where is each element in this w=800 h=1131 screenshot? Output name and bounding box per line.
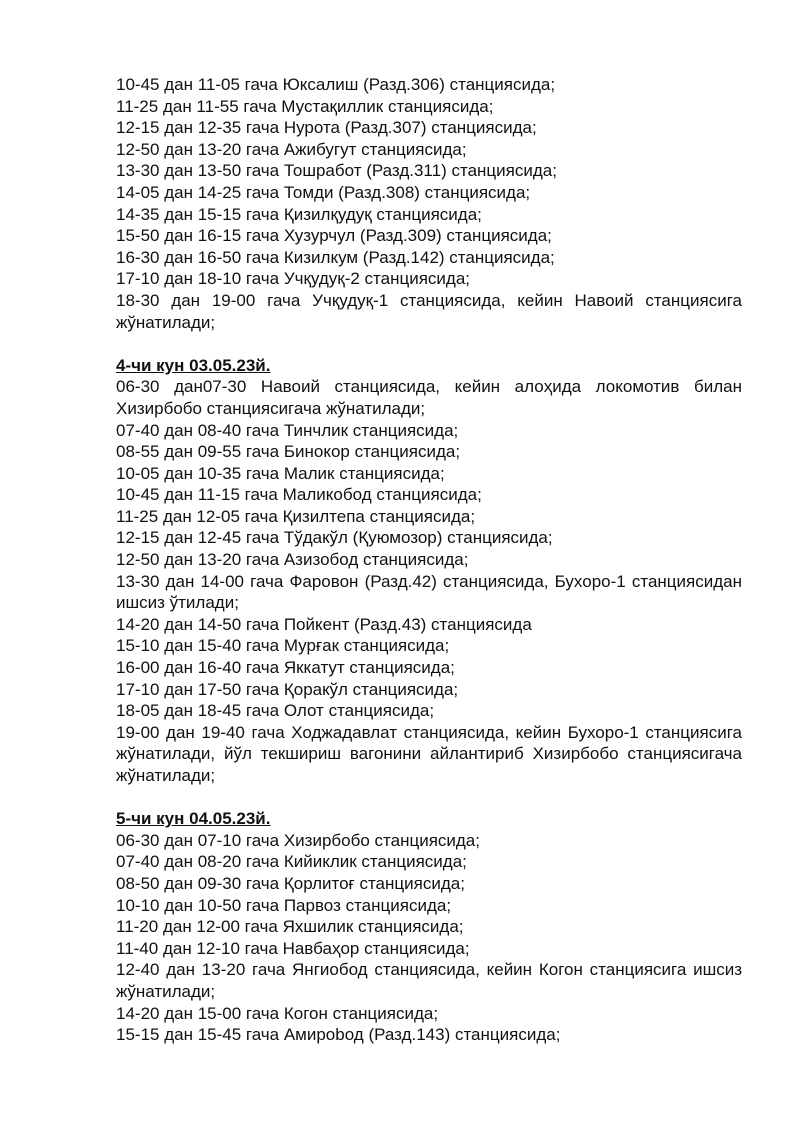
schedule-line: 15-15 дан 15-45 гача Амирobод (Разд.143) станциясида; xyxy=(116,1025,561,1045)
schedule-line: 12-15 дан 12-45 гача Тўдакўл (Қуюмозор) станциясида; xyxy=(116,528,553,548)
schedule-line: 14-35 дан 15-15 гача Қизилқудуқ станциясида; xyxy=(116,204,482,224)
schedule-line: 17-10 дан 18-10 гача Учқудуқ-2 станциясида; xyxy=(116,269,471,289)
schedule-line: 10-45 дан 11-05 гача Юксалиш (Разд.306) станциясида; xyxy=(116,75,556,94)
schedule-line: 10-10 дан 10-50 гача Парвоз станциясида; xyxy=(116,895,452,915)
schedule-line: 11-25 дан 11-55 гача Мустақиллик станциясида; xyxy=(116,96,494,116)
schedule-paragraph: 18-30 дан 19-00 гача Учқудуқ-1 станциясида, кейин Навоий станциясига жўнатилади; xyxy=(116,290,742,332)
spacer xyxy=(116,333,742,355)
schedule-line: 16-30 дан 16-50 гача Кизилкум (Разд.142) станциясида; xyxy=(116,247,555,267)
schedule-line: 07-40 дан 08-40 гача Тинчлик станциясида; xyxy=(116,420,459,440)
schedule-line: 06-30 дан 07-10 гача Хизирбобо станциясида; xyxy=(116,830,480,850)
schedule-paragraph: 06-30 дан07-30 Навоий станциясида, кейин алоҳида локомотив билан Хизирбобо станциясигача жўнатилади; xyxy=(116,377,742,418)
schedule-line: 14-05 дан 14-25 гача Томди (Разд.308) станциясида; xyxy=(116,182,531,202)
schedule-line: 12-15 дан 12-35 гача Нурота (Разд.307) станциясида; xyxy=(116,118,537,138)
schedule-line: 18-05 дан 18-45 гача Олот станциясида; xyxy=(116,701,435,721)
schedule-line: 17-10 дан 17-50 гача Қоракўл станциясида; xyxy=(116,679,459,699)
schedule-line: 12-50 дан 13-20 гача Азизобод станциясида; xyxy=(116,550,469,570)
document-page xyxy=(116,74,742,1046)
schedule-line: 16-00 дан 16-40 гача Яккатут станциясида; xyxy=(116,658,455,678)
schedule-line: 14-20 дан 14-50 гача Пойкент (Разд.43) станциясида xyxy=(116,614,532,634)
schedule-paragraph: 13-30 дан 14-00 гача Фаровон (Разд.42) станциясида, Бухоро-1 станциясидан ишсиз ўтилади; xyxy=(116,571,742,613)
schedule-line: 12-50 дан 13-20 гача Ажибугут станциясида; xyxy=(116,139,467,159)
day-4-heading: 4-чи кун 03.05.23й. xyxy=(116,355,271,375)
schedule-line: 11-25 дан 12-05 гача Қизилтепа станциясида; xyxy=(116,506,476,526)
schedule-line: 07-40 дан 08-20 гача Кийиклик станциясида; xyxy=(116,852,467,872)
spacer xyxy=(116,787,742,809)
schedule-line: 13-30 дан 13-50 гача Тошработ (Разд.311) станциясида; xyxy=(116,161,557,181)
schedule-line: 15-50 дан 16-15 гача Хузурчул (Разд.309) станциясида; xyxy=(116,226,552,246)
schedule-line: 10-45 дан 11-15 гача Маликобод станциясида; xyxy=(116,485,482,505)
schedule-paragraph: 12-40 дан 13-20 гача Янгиобод станциясида, кейин Когон станциясига ишсиз жўнатилади; xyxy=(116,960,742,1001)
schedule-line: 10-05 дан 10-35 гача Малик станциясида; xyxy=(116,463,445,483)
schedule-line: 15-10 дан 15-40 гача Мурғак станциясида; xyxy=(116,636,450,656)
schedule-line: 08-50 дан 09-30 гача Қорлитоғ станциясида; xyxy=(116,873,465,893)
schedule-line: 14-20 дан 15-00 гача Когон станциясида; xyxy=(116,1003,439,1023)
schedule-line: 08-55 дан 09-55 гача Бинокор станциясида; xyxy=(116,442,461,462)
schedule-line: 11-20 дан 12-00 гача Яхшилик станциясида; xyxy=(116,917,464,937)
day-5-heading: 5-чи кун 04.05.23й. xyxy=(116,809,271,829)
schedule-paragraph: 19-00 дан 19-40 гача Ходжадавлат станциясида, кейин Бухоро-1 станциясига жўнатилади, йўл текшириш вагонини айлантириб Хизирбобо станциясигача жўнатилади; xyxy=(116,722,742,785)
schedule-line: 11-40 дан 12-10 гача Навбаҳор станциясида; xyxy=(116,938,470,958)
